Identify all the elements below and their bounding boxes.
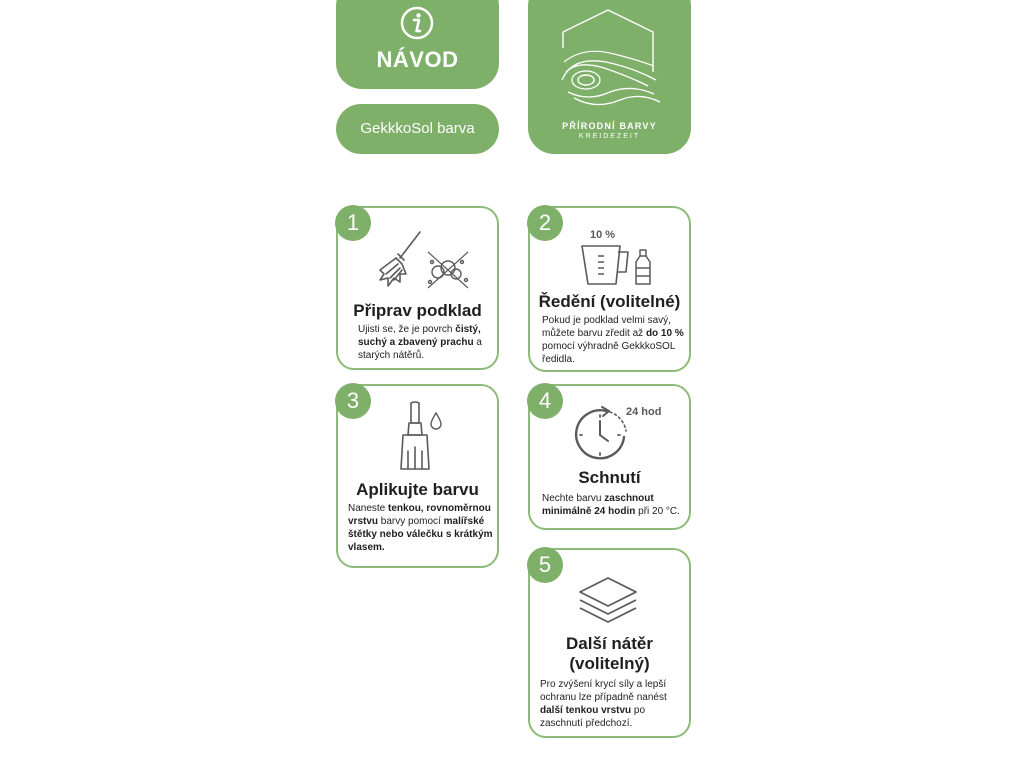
- step-title: Ředění (volitelné): [538, 292, 681, 311]
- no-dust-icon: [426, 250, 470, 290]
- paint-drop-icon: [430, 412, 442, 430]
- step-number: 2: [527, 205, 563, 241]
- product-tile: [336, 104, 499, 154]
- emphasis-text: malířské štětky nebo válečku s krátkým vlasem.: [348, 516, 493, 553]
- body-text: Ujisti se, že je povrch: [358, 324, 456, 335]
- product-name: GekkkoSol barva: [360, 120, 475, 137]
- bottle-icon: [632, 248, 654, 286]
- step-number: 4: [527, 383, 563, 419]
- logo-name: PŘÍRODNÍ BARVY: [562, 121, 657, 131]
- step-description: [542, 492, 684, 518]
- step-number: 5: [527, 547, 563, 583]
- step-title: Schnutí: [578, 468, 641, 487]
- step-description: [358, 323, 486, 362]
- step-title: Další nátěr (volitelný): [566, 634, 653, 673]
- house-wood-logo: [548, 2, 678, 112]
- emphasis-text: další tenkou vrstvu: [540, 705, 632, 716]
- body-text: pomocí výhradně GekkkoSOL ředidla.: [542, 341, 676, 365]
- step-card-3: [336, 384, 499, 568]
- layers-icon: [578, 576, 638, 624]
- step-description: [540, 678, 680, 730]
- title-tile: [336, 0, 499, 89]
- emphasis-text: čistý, suchý a zbavený prachu: [358, 324, 481, 348]
- step-number: 3: [335, 383, 371, 419]
- clock-icon: [572, 403, 632, 463]
- body-text: a starých nátěrů.: [358, 337, 482, 361]
- drying-time-label: 24 hod: [626, 406, 662, 418]
- step-title: Připrav podklad: [353, 301, 482, 320]
- emphasis-text: do 10 %: [645, 328, 684, 339]
- body-text: při 20 °C.: [635, 506, 680, 517]
- logo-tile: [528, 0, 691, 154]
- step-card-1: [336, 206, 499, 370]
- body-text: po zaschnutí předchozí.: [540, 705, 646, 729]
- body-text: barvy pomocí: [378, 516, 444, 527]
- body-text: Naneste: [348, 503, 389, 514]
- page-title: NÁVOD: [376, 47, 459, 72]
- broom-icon: [376, 230, 422, 288]
- measuring-jug-icon: [580, 242, 632, 286]
- step-card-2: [528, 206, 691, 372]
- body-text: Nechte barvu: [542, 493, 605, 504]
- step-card-4: [528, 384, 691, 530]
- dilution-label: 10 %: [590, 229, 616, 241]
- body-text: Pokud je podklad velmi savý, můžete barvu zředit až: [542, 315, 671, 339]
- body-text: Pro zvýšení krycí síly a lepší ochranu lze případně nanést: [540, 679, 667, 703]
- paintbrush-icon: [398, 401, 432, 471]
- logo-brand: KREIDEZEIT: [578, 133, 641, 140]
- emphasis-text: zaschnout minimálně 24 hodin: [542, 493, 654, 517]
- step-description: [348, 502, 493, 554]
- step-title: Aplikujte barvu: [356, 480, 479, 499]
- emphasis-text: tenkou, rovnoměrnou vrstvu: [348, 503, 491, 527]
- step-card-5: [528, 548, 691, 738]
- step-number: 1: [335, 205, 371, 241]
- info-icon: [400, 6, 434, 40]
- step-description: [542, 314, 687, 366]
